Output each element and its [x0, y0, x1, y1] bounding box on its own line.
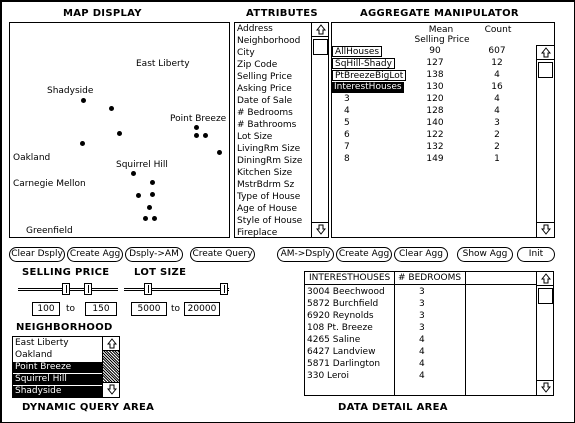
clear-display-button[interactable]: Clear Dsply: [9, 247, 65, 262]
detail-row-address[interactable]: 5872 Burchfield: [307, 299, 379, 309]
aggregate-row-count: 2: [494, 130, 500, 140]
aggregate-row-name[interactable]: 3: [344, 94, 350, 104]
house-dot[interactable]: [152, 216, 157, 221]
scroll-thumb[interactable]: [313, 39, 328, 55]
aggregate-manipulator-header: AGGREGATE MANIPULATOR: [360, 8, 519, 19]
scroll-up-arrow-icon[interactable]: [312, 23, 329, 37]
detail-row-bedrooms: 4: [419, 335, 425, 345]
lot-size-max-value[interactable]: 20000: [184, 302, 220, 316]
aggregate-scrollbar[interactable]: [536, 45, 554, 237]
detail-row-bedrooms: 3: [419, 311, 425, 321]
detail-row-address[interactable]: 4265 Saline: [307, 335, 361, 345]
scroll-down-arrow-icon[interactable]: [312, 222, 329, 236]
map-label-east-liberty: East Liberty: [136, 59, 190, 69]
neighborhood-item[interactable]: Squirrel Hill: [13, 374, 102, 385]
aggregate-row-count: 4: [494, 106, 500, 116]
aggregate-row-name[interactable]: 4: [344, 106, 350, 116]
neighborhood-item[interactable]: Point Breeze: [13, 362, 102, 373]
house-dot[interactable]: [194, 125, 199, 130]
aggregate-row-mean: 120: [426, 94, 444, 104]
aggregate-row-mean: 149: [426, 154, 444, 164]
detail-row-bedrooms: 3: [419, 299, 425, 309]
attributes-list[interactable]: [234, 22, 329, 238]
house-dot[interactable]: [217, 150, 222, 155]
lot-size-min-handle[interactable]: [144, 283, 152, 295]
neighborhood-scrollbar[interactable]: [102, 337, 120, 397]
detail-col-bedrooms: # BEDROOMS: [398, 273, 462, 283]
house-dot[interactable]: [147, 205, 152, 210]
aggregate-row-count: 1: [494, 154, 500, 164]
scroll-up-arrow-icon[interactable]: [537, 46, 554, 60]
selling-price-min-value[interactable]: 100: [32, 302, 60, 316]
detail-row-address[interactable]: 6920 Reynolds: [307, 311, 374, 321]
house-dot[interactable]: [203, 133, 208, 138]
aggregate-row-name[interactable]: AllHouses: [332, 46, 382, 57]
lot-size-label: LOT SIZE: [134, 267, 187, 278]
house-dot[interactable]: [117, 131, 122, 136]
house-dot[interactable]: [150, 180, 155, 185]
aggregate-row-mean: 132: [426, 142, 444, 152]
attribute-item[interactable]: Address: [237, 24, 273, 34]
aggregate-row-mean: 138: [426, 70, 444, 80]
aggregate-manipulator[interactable]: [331, 22, 555, 238]
detail-row-bedrooms: 3: [419, 287, 425, 297]
aggregate-row-count: 4: [494, 70, 500, 80]
attribute-item[interactable]: Zip Code: [237, 60, 278, 70]
neighborhood-item[interactable]: Oakland: [15, 350, 53, 360]
aggregate-row-mean: 90: [429, 46, 441, 56]
agg-col-count: Count: [484, 25, 512, 35]
aggregate-row-mean: 122: [426, 130, 444, 140]
scroll-up-arrow-icon[interactable]: [537, 272, 554, 286]
aggregate-row-count: 16: [491, 82, 503, 92]
neighborhood-item[interactable]: Shadyside: [13, 386, 102, 397]
aggregate-row-name[interactable]: 8: [344, 154, 350, 164]
create-query-button[interactable]: Create Query: [190, 247, 255, 262]
attribute-item[interactable]: Fireplace: [237, 228, 278, 238]
aggregate-row-name[interactable]: 7: [344, 142, 350, 152]
attribute-item[interactable]: Age of House: [237, 204, 298, 214]
attribute-item[interactable]: # Bedrooms: [237, 108, 293, 118]
detail-column-divider: [465, 272, 466, 395]
agg-col-mean-label: Selling Price: [414, 35, 470, 45]
attribute-item[interactable]: Neighborhood: [237, 36, 301, 46]
detail-scrollbar[interactable]: [536, 272, 554, 395]
data-detail-area-label: DATA DETAIL AREA: [338, 402, 448, 413]
aggregate-row-name[interactable]: InterestHouses: [334, 82, 402, 92]
detail-row-bedrooms: 4: [419, 371, 425, 381]
lot-size-min-value[interactable]: 5000: [131, 302, 167, 316]
create-agg-am-button[interactable]: Create Agg: [336, 247, 392, 262]
dynamic-query-area-label: DYNAMIC QUERY AREA: [22, 402, 155, 413]
house-dot[interactable]: [143, 216, 148, 221]
detail-row-bedrooms: 4: [419, 347, 425, 357]
selling-price-max-handle[interactable]: [84, 283, 92, 295]
aggregate-row-name[interactable]: PtBreezeBigLot: [332, 70, 406, 81]
house-dot[interactable]: [109, 106, 114, 111]
aggregate-row-count: 607: [488, 46, 506, 56]
detail-col-interesthouses: INTERESTHOUSES: [309, 273, 391, 283]
selling-price-max-value[interactable]: 150: [85, 302, 117, 316]
attribute-item[interactable]: Type of House: [237, 192, 301, 202]
attribute-item[interactable]: Date of Sale: [237, 96, 293, 106]
house-dot[interactable]: [136, 193, 141, 198]
attributes-header: ATTRIBUTES: [246, 8, 318, 19]
attribute-item[interactable]: Style of House: [237, 216, 303, 226]
selling-price-label: SELLING PRICE: [22, 267, 110, 278]
attributes-scrollbar[interactable]: [311, 23, 329, 237]
scroll-thumb[interactable]: [538, 62, 553, 78]
neighborhood-item[interactable]: East Liberty: [15, 338, 69, 348]
detail-row-address[interactable]: 330 Leroi: [307, 371, 349, 381]
attribute-item[interactable]: LivingRm Size: [237, 144, 301, 154]
neighborhood-list[interactable]: [12, 336, 120, 398]
attribute-item[interactable]: Kitchen Size: [237, 168, 293, 178]
attribute-item[interactable]: # Bathrooms: [237, 120, 297, 130]
map-display-header: MAP DISPLAY: [63, 8, 142, 19]
data-detail-area[interactable]: [304, 271, 554, 396]
aggregate-row-mean: 128: [426, 106, 444, 116]
map-display[interactable]: [9, 22, 230, 238]
scroll-track[interactable]: [103, 351, 120, 382]
house-dot[interactable]: [81, 98, 86, 103]
am-to-display-button[interactable]: AM->Dsply: [277, 247, 334, 262]
selling-price-min-handle[interactable]: [62, 283, 70, 295]
init-button[interactable]: Init: [517, 247, 555, 262]
attribute-item[interactable]: DiningRm Size: [237, 156, 303, 166]
attribute-item[interactable]: Lot Size: [237, 132, 273, 142]
create-agg-button[interactable]: Create Agg: [67, 247, 123, 262]
attribute-item[interactable]: City: [237, 48, 255, 58]
aggregate-row-name[interactable]: 5: [344, 118, 350, 128]
to-label: to: [171, 304, 181, 314]
show-agg-button[interactable]: Show Agg: [457, 247, 513, 262]
house-dot[interactable]: [131, 171, 136, 176]
lot-size-max-handle[interactable]: [220, 283, 228, 295]
house-dot[interactable]: [80, 141, 85, 146]
attribute-item[interactable]: Asking Price: [237, 84, 292, 94]
aggregate-row-name[interactable]: 6: [344, 130, 350, 140]
aggregate-row-count: 4: [494, 94, 500, 104]
house-dot[interactable]: [194, 133, 199, 138]
map-label-oakland: Oakland: [13, 153, 51, 163]
detail-row-bedrooms: 4: [419, 359, 425, 369]
attribute-item[interactable]: Selling Price: [237, 72, 292, 82]
scroll-down-arrow-icon[interactable]: [103, 382, 120, 396]
map-label-carnegie-mellon: Carnegie Mellon: [13, 179, 86, 189]
aggregate-row-mean: 130: [426, 82, 444, 92]
to-label: to: [66, 304, 76, 314]
map-label-shadyside: Shadyside: [47, 86, 94, 96]
detail-row-bedrooms: 3: [419, 323, 425, 333]
display-to-am-button[interactable]: Dsply->AM: [125, 247, 183, 262]
scroll-down-arrow-icon[interactable]: [537, 222, 554, 236]
lot-size-slider-track[interactable]: [124, 288, 229, 291]
map-label-squirrel-hill: Squirrel Hill: [116, 160, 168, 170]
aggregate-row-mean: 140: [426, 118, 444, 128]
clear-agg-button[interactable]: Clear Agg: [394, 247, 448, 262]
scroll-up-arrow-icon[interactable]: [103, 337, 120, 351]
map-label-point-breeze: Point Breeze: [170, 114, 227, 124]
aggregate-row-mean: 127: [426, 58, 444, 68]
detail-row-address[interactable]: 3004 Beechwood: [307, 287, 385, 297]
scroll-down-arrow-icon[interactable]: [537, 380, 554, 394]
detail-column-divider: [394, 272, 395, 395]
scroll-thumb[interactable]: [538, 288, 553, 304]
detail-row-address[interactable]: 6427 Landview: [307, 347, 376, 357]
aggregate-row-name[interactable]: SqHill-Shady: [332, 58, 395, 69]
detail-row-address[interactable]: 5871 Darlington: [307, 359, 381, 369]
agg-col-mean: Mean: [428, 25, 454, 35]
map-label-greenfield: Greenfield: [26, 226, 73, 236]
attribute-item[interactable]: MstrBdrm Sz: [237, 180, 295, 190]
aggregate-row-count: 2: [494, 142, 500, 152]
neighborhood-label: NEIGHBORHOOD: [16, 322, 113, 333]
detail-row-address[interactable]: 108 Pt. Breeze: [307, 323, 373, 333]
house-dot[interactable]: [150, 192, 155, 197]
aggregate-row-count: 3: [494, 118, 500, 128]
aggregate-row-count: 12: [491, 58, 503, 68]
